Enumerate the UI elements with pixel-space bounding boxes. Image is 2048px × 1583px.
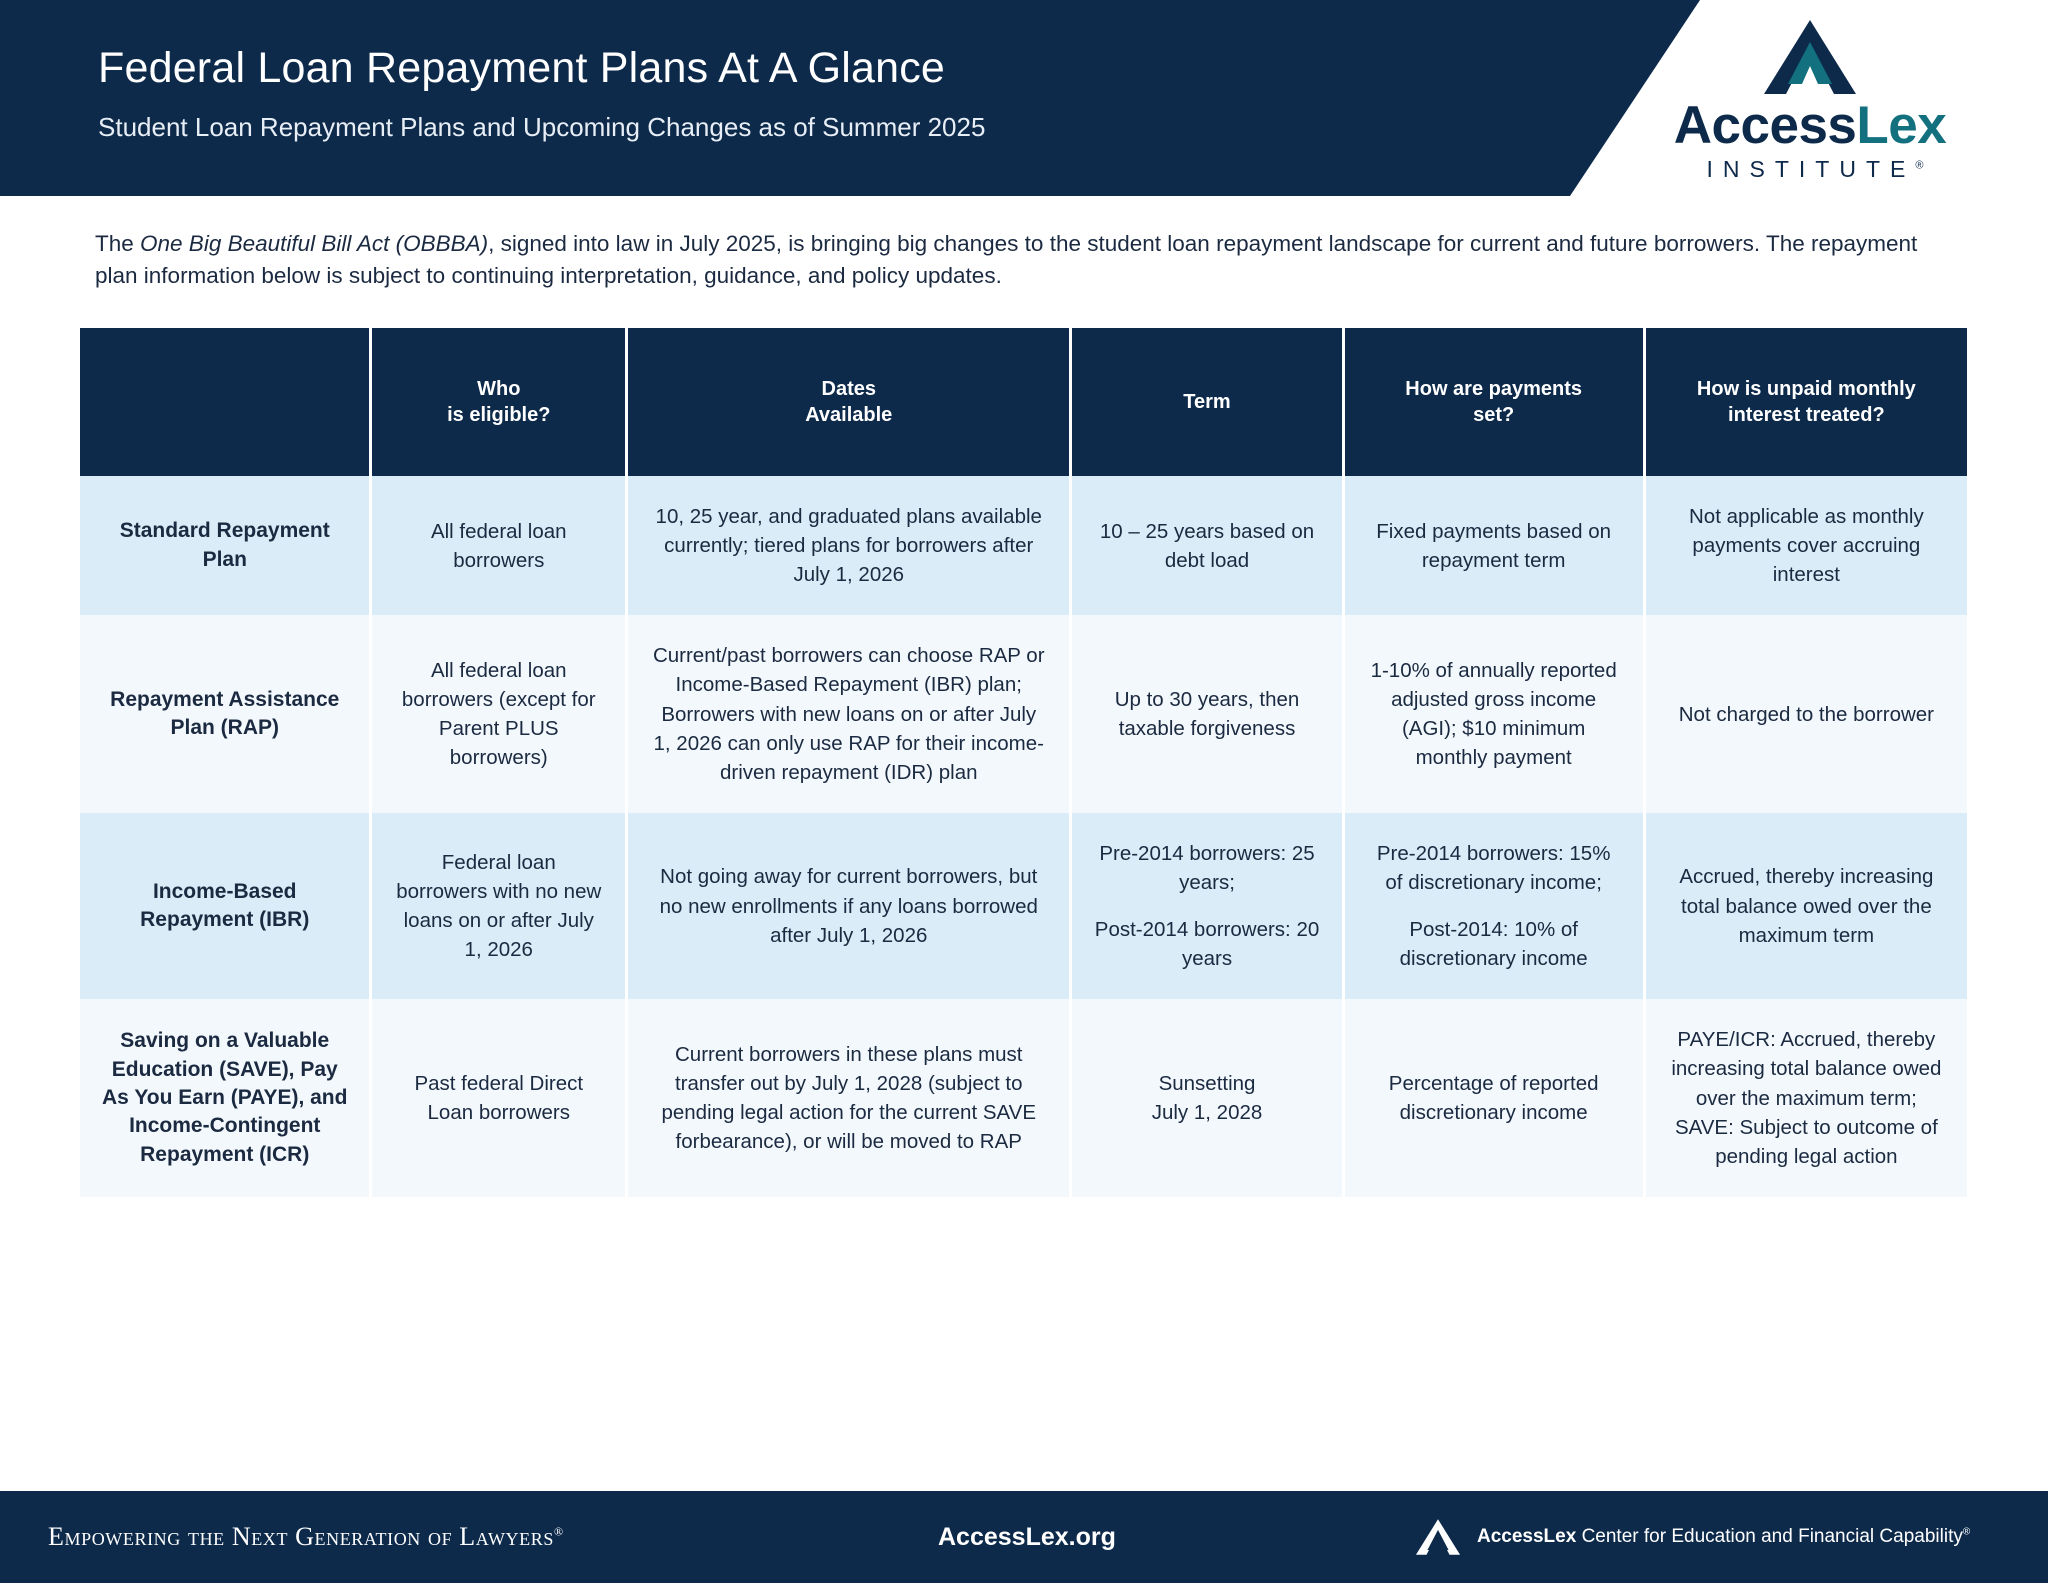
page-header: [0, 0, 2048, 196]
row-payments: [1345, 813, 1643, 999]
column-header-blank: [80, 328, 369, 476]
row-term-part-b: Post-2014 borrowers: 20 years: [1094, 918, 1320, 971]
row-interest: Accrued, thereby increasing total balance owed over the maximum term: [1646, 813, 1967, 999]
footer-center-brand: [1415, 1518, 1970, 1556]
row-term-part-a: Sunsetting: [1158, 1071, 1256, 1095]
row-interest: Not charged to the borrower: [1646, 615, 1967, 813]
table-header: [80, 328, 1967, 476]
row-term-part-b: July 1, 2028: [1151, 1101, 1263, 1125]
footer-website[interactable]: AccessLex.org: [938, 1522, 1116, 1551]
column-header-who-line1: Who: [477, 378, 521, 400]
logo-word-lex: Lex: [1856, 96, 1947, 155]
logo-word-access: Access: [1673, 96, 1857, 155]
row-eligible: All federal loan borrowers: [372, 476, 625, 615]
row-interest: PAYE/ICR: Accrued, thereby increasing total balance owed over the maximum term; SAVE: Subject to outcome of pending legal action: [1646, 999, 1967, 1197]
footer-tagline-mark: ®: [553, 1524, 564, 1539]
page-subtitle: Student Loan Repayment Plans and Upcoming Changes as of Summer 2025: [98, 112, 986, 142]
row-plan-name: Repayment Assistance Plan (RAP): [80, 615, 369, 813]
row-payments: Percentage of reported discretionary income: [1345, 999, 1643, 1197]
row-plan-name: Saving on a Valuable Education (SAVE), Pay As You Earn (PAYE), and Income-Contingent Repayment (ICR): [80, 999, 369, 1197]
row-payments: Fixed payments based on repayment term: [1345, 476, 1643, 615]
header-band: [0, 0, 1700, 196]
row-term: [1072, 813, 1341, 999]
table-row: [80, 813, 1967, 999]
row-dates: Not going away for current borrowers, but no new enrollments if any loans borrowed after July 1, 2026: [628, 813, 1069, 999]
row-payments-part-a: Pre-2014 borrowers: 15% of discretionary income;: [1376, 841, 1611, 894]
row-dates: 10, 25 year, and graduated plans available currently; tiered plans for borrowers after July 1, 2026: [628, 476, 1069, 615]
column-header-interest: [1646, 328, 1967, 476]
table-row: [80, 476, 1967, 615]
table-row: [80, 615, 1967, 813]
accesslex-mark-icon: [1415, 1518, 1461, 1556]
repayment-plans-table: [77, 328, 1970, 1197]
accesslex-logo: [1600, 18, 2020, 193]
row-term: [1072, 999, 1341, 1197]
column-header-dates-line1: Dates: [821, 378, 876, 400]
footer-tagline: [48, 1522, 564, 1552]
row-eligible: All federal loan borrowers (except for Parent PLUS borrowers): [372, 615, 625, 813]
footer-brand-mark: ®: [1962, 1526, 1971, 1538]
row-term: 10 – 25 years based on debt load: [1072, 476, 1341, 615]
intro-paragraph: [95, 228, 1965, 292]
column-header-interest-line1: How is unpaid monthly: [1696, 378, 1916, 400]
logo-registered-mark: ®: [1915, 158, 1924, 171]
row-term-part-a: Pre-2014 borrowers: 25 years;: [1099, 841, 1315, 894]
row-plan-name: Income-Based Repayment (IBR): [80, 813, 369, 999]
spacer: [1094, 897, 1319, 915]
column-header-payments: [1345, 328, 1643, 476]
footer-brand-rest: Center for Education and Financial Capability: [1576, 1526, 1963, 1547]
column-header-who-eligible: [372, 328, 625, 476]
column-header-dates-line2: Available: [805, 404, 893, 426]
row-term: Up to 30 years, then taxable forgiveness: [1072, 615, 1341, 813]
logo-wordmark: [1600, 98, 2020, 154]
row-dates: Current borrowers in these plans must transfer out by July 1, 2028 (subject to pending legal action for the current SAVE forbearance), or will be moved to RAP: [628, 999, 1069, 1197]
column-header-payments-line1: How are payments: [1405, 378, 1583, 400]
column-header-who-line2: is eligible?: [447, 404, 551, 426]
intro-act-name: One Big Beautiful Bill Act (OBBBA): [140, 231, 489, 256]
table-header-row: [80, 328, 1967, 476]
column-header-interest-line2: interest treated?: [1728, 404, 1885, 426]
footer-brand-bold: AccessLex: [1477, 1526, 1577, 1547]
spacer: [1367, 897, 1621, 915]
logo-institute-label: [1600, 156, 2020, 183]
column-header-term: Term: [1072, 328, 1341, 476]
intro-before: The: [95, 231, 141, 256]
page-footer: [0, 1491, 2048, 1583]
row-eligible: Past federal Direct Loan borrowers: [372, 999, 625, 1197]
column-header-payments-line2: set?: [1473, 404, 1515, 426]
row-eligible: Federal loan borrowers with no new loans on or after July 1, 2026: [372, 813, 625, 999]
footer-brand-text: [1477, 1526, 1970, 1548]
logo-institute-text: INSTITUTE: [1706, 155, 1916, 182]
row-dates: Current/past borrowers can choose RAP or Income-Based Repayment (IBR) plan; Borrowers with new loans on or after July 1, 2026 can only use RAP for their income-driven repayment (IDR) plan: [628, 615, 1069, 813]
row-payments-part-b: Post-2014: 10% of discretionary income: [1399, 918, 1588, 971]
row-interest: Not applicable as monthly payments cover accruing interest: [1646, 476, 1967, 615]
page-title: Federal Loan Repayment Plans At A Glance: [98, 44, 946, 92]
accesslex-mark-icon: [1762, 18, 1858, 96]
table-row: [80, 999, 1967, 1197]
column-header-dates-available: [628, 328, 1069, 476]
row-payments: 1-10% of annually reported adjusted gross income (AGI); $10 minimum monthly payment: [1345, 615, 1643, 813]
row-plan-name: Standard Repayment Plan: [80, 476, 369, 615]
intro-after: , signed into law in July 2025, is bringing big changes to the student loan repayment landscape for current and future borrowers. The repayment plan information below is subject to continuing interpretation, guidance, and policy updates.: [95, 231, 1918, 288]
table-body: [80, 476, 1967, 1197]
footer-tagline-text: Empowering the Next Generation of Lawyers: [48, 1522, 554, 1551]
